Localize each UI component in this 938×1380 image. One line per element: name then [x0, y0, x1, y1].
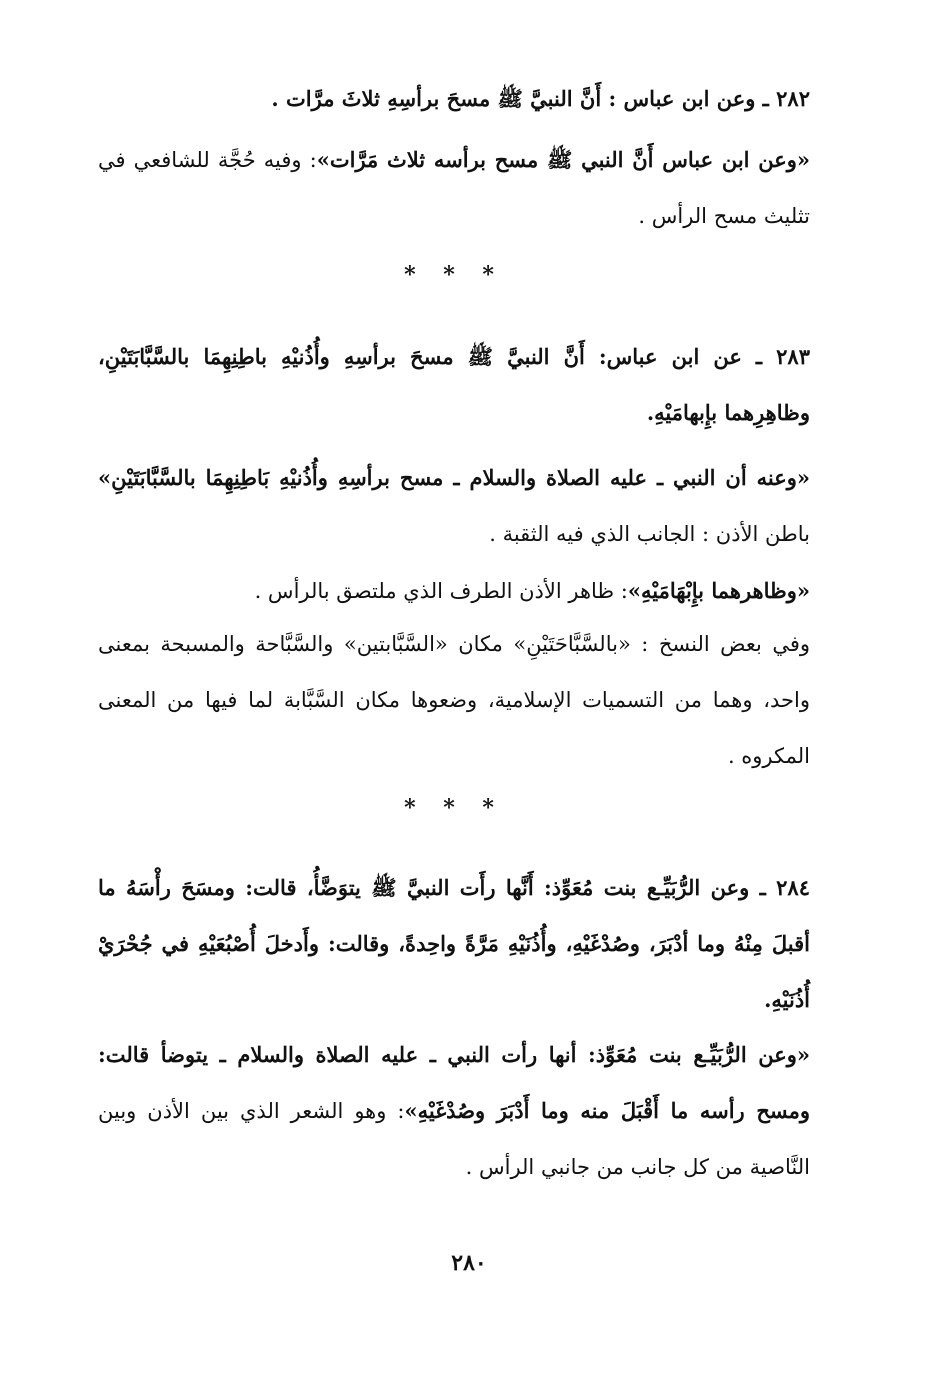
commentary-283-a-quote: «وعنه أن النبي ـ عليه الصلاة والسلام ـ مسح برأسِهِ وأُذُنيْهِ بَاطِنِهِمَا بالسَّبَّابَتَيْنِ» [98, 465, 810, 490]
commentary-283-c: وفي بعض النسخ : «بالسَّبَّاحَتَيْنِ» مكان «السَّبَّابتين» والسَّبَّاحة والمسبحة بمعنى واحد، وهما من التسميات الإسلامية، وضعوها مكان السَّبَّابة لما فيها من المعنى المكروه . [98, 632, 810, 768]
commentary-282-quote: «وعن ابن عباس أَنَّ النبي ﷺ مسح برأسه ثلاث مَرَّات» [316, 147, 811, 172]
commentary-283-a [98, 450, 810, 562]
commentary-284 [98, 1027, 810, 1195]
hadith-284: ٢٨٤ ـ وعن الرُّبَيِّـع بنت مُعَوِّذ: أَنَّها رأَت النبيَّ ﷺ يتوَضَّأُ، قالت: ومسَحَ رأْسَهُ ما أقبلَ مِنْهُ وما أدْبَرَ، وصُدْغَيْهِ، وأُذُنَيْهِ مَرَّةً واحِدةً، وقالت: وأَدخلَ أُصْبُعَيْهِ في جُحْرَيْ أُذُنَيْهِ. [98, 875, 810, 1012]
commentary-282 [98, 132, 810, 244]
commentary-283-b-text: : ظاهر الأذن الطرف الذي ملتصق بالرأس . [254, 579, 628, 603]
commentary-283-a-text: باطن الأذن : الجانب الذي فيه الثقبة . [489, 522, 810, 546]
commentary-283-b [98, 563, 810, 619]
section-separator: * * * [404, 262, 504, 288]
commentary-282-text: : وفيه حُجَّة للشافعي في تثليث مسح الرأس . [98, 148, 810, 228]
page-number: ٢٨٠ [451, 1250, 487, 1276]
commentary-284-text: : وهو الشعر الذي بين الأذن وبين النَّاصية من كل جانب من جانبي الرأس . [98, 1099, 810, 1179]
commentary-283-b-quote: «وظاهرهما بإِبْهَامَيْهِ» [627, 578, 810, 603]
hadith-282: ٢٨٢ ـ وعن ابن عباس : أَنَّ النبيَّ ﷺ مسحَ برأسِهِ ثلاثَ مرَّات . [271, 86, 810, 111]
hadith-283: ٢٨٣ ـ عن ابن عباس: أَنَّ النبيَّ ﷺ مسحَ برأسِهِ وأُذُنيْهِ باطِنِهِمَا بالسَّبَّابَتَيْنِ، وظاهِرِهما بإِبهامَيْهِ. [98, 344, 810, 425]
section-separator: * * * [404, 795, 504, 821]
commentary-284-quote: «وعن الرُّبَيِّـع بنت مُعَوِّذ: أنها رأت النبي ـ عليه الصلاة والسلام ـ يتوضأ قالت: ومسح رأسه ما أَقْبَلَ منه وما أَدْبَرَ وصُدْغَيْهِ» [98, 1042, 810, 1123]
